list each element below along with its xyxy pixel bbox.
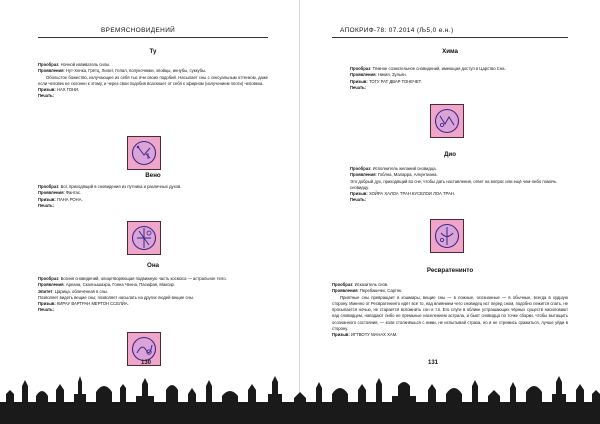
right-running-header: АПОКРИФ-78: 07.2014 (Љ5,0 е.н.) [340,27,454,34]
entry-body-resvrateninto: Прообраз: Исказитель снов. Проявления: Перебакичек, Сартнк. Приятные сны превращает в кошмары, вещие сны — в ложные, осознанные — в обычные, всегда в худшую сторону. Именно от Ресвратенинто идёт всё то, над влиянием чего сновидец ист перед сном, подобно лежится спать, не просыпается ночью, не старается вспомнить сон и т.п. Его слуги в облике устрашающих чёрных существ насиловают над сновидцем, нападают либо не премьные населением астрала, и бьют сновидца по точке сборки, чтобы вытащить осознанного состояния, — коли столкнёшься с ними, не испытывай страха, но и не стремись сражаться, лучше уйди в сторону. Призыв: ИГТВОТУ МАНАХ ХАМ. [332,282,568,338]
entry-title-hima: Хима [442,48,458,55]
entry-title-ona: Она [147,262,159,269]
right-header-rule [332,37,568,38]
sigil-tu-icon [127,136,161,170]
entry-body-veno: Прообраз: Бог, приходящий в сновидения из путника и различных духов. Проявления: Фантас. Призыв: ПАНА РОНА. Печать: [38,184,182,208]
left-page-number: 130 [141,360,152,366]
right-page-number: 131 [428,360,439,366]
entry-body-tu: Прообраз: Ночной извиватель силы. Проявления: Нут-Хенка, Грётц, Лилит, Гелал, полуночники, эпойцы, иннубы, суккубы. Обольстое божество, излучающее из себя тыс ячи своих подобий. Насылает сны с сексуальным оттенком, даже если человек не склонен к этому, и через свои подобия всаскнает от себя к эфирном (излучением плоти) человека. Призыв: НАХ ГОНИ. Печать: [38,62,268,99]
right-page [300,0,600,424]
entry-title-veno: Вено [145,172,161,179]
sigil-veno-icon [127,221,161,255]
left-header-rule [38,37,268,38]
entry-title-tu: Ту [149,48,157,55]
city-skyline-ornament [0,372,600,424]
entry-title-resvrateninto: Ресвратенинто [426,267,474,274]
entry-body-ona: Прообраз: Богиня сновидений, олицетворяющая подвижную часть космоса — астральное тело. Проявления: Ареана, Скалнышахра, Гонна Ченна, Пасифая, Максир. Эпитет: Царица, облечённая в сны. Позволяет видеть вещие сны; позволяет насылать на других людей вещие сны. Призыв: КИРАУ ВАРТРАН МЕРТОН ССЕЛЙА. Печать: [38,276,227,313]
sigil-dio-icon [430,219,464,253]
entry-title-dio: Дио [444,151,456,158]
entry-body-hima: Прообраз: Тёмное сознательное сновидений, имеющая доступ в Царство Сна. Проявления: Никия, Зульян. Призыв: ТОГУ РАТ ДВАР ТОНЕЧЕТ. Печать: [350,66,506,90]
entry-body-dio: Прообраз: Исполнитель желаний сновидца. Проявления: Гоблна, Маларра, Алкунтиана. Это добрый дух, приходящий во сне, чтобы дать наставления, ответ на вопрос или ещё чем-либо помочь сновидцу. Призыв: ХОЙРА ХАЛОА ТРАН КУСЕЛОИ ЛОА ТРАН. Печать: [350,166,557,203]
left-running-header: ВРЕМЯСНОВИДЕНИЙ [101,27,176,34]
sigil-hima-icon [430,104,464,138]
